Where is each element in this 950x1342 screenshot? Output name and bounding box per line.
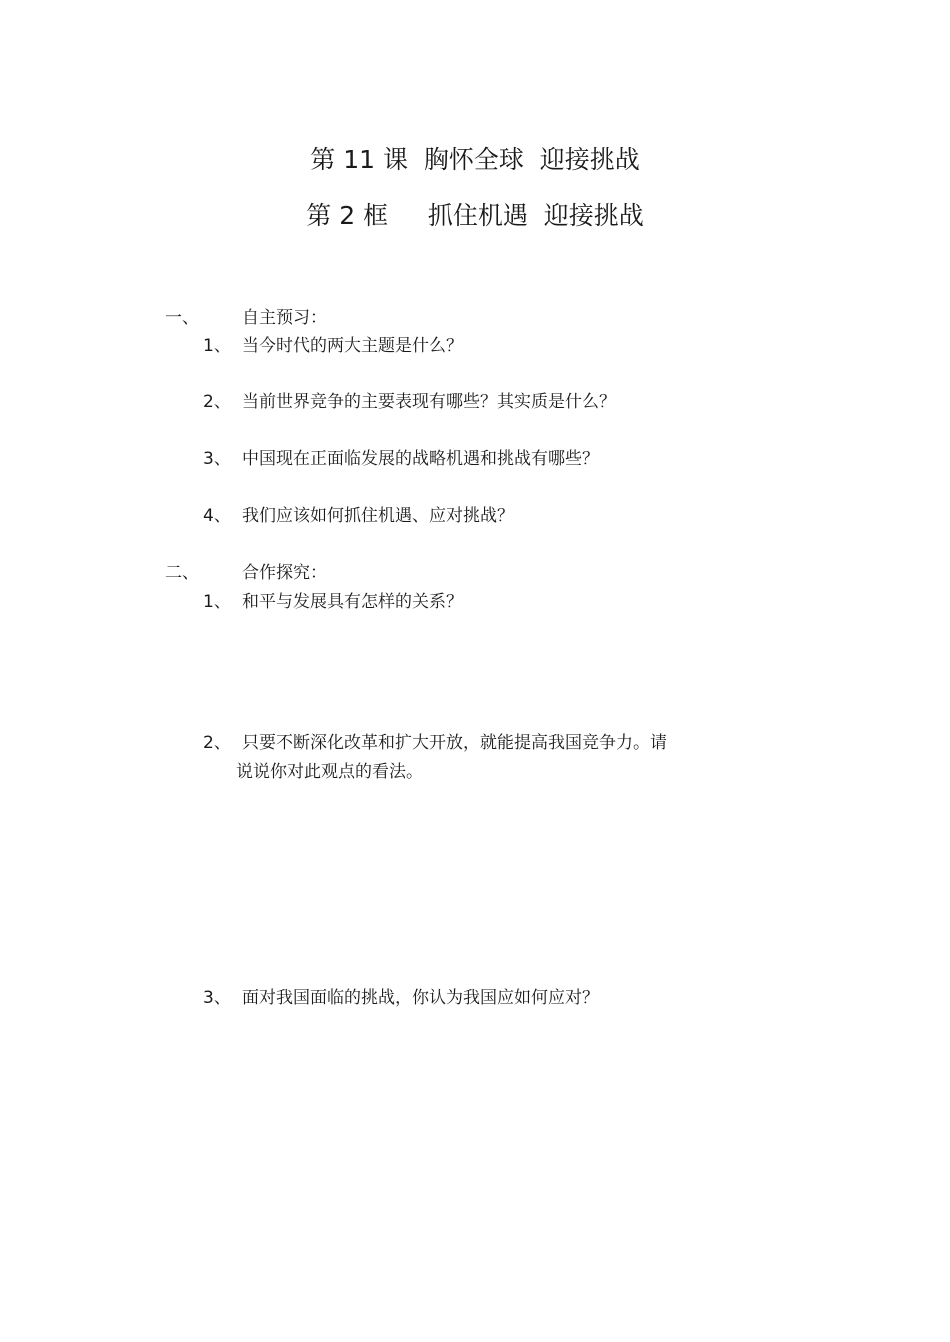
question-text: 只要不断深化改革和扩大开放，就能提高我国竞争力。请 bbox=[242, 733, 667, 753]
question-text: 面对我国面临的挑战，你认为我国应如何应对？ bbox=[242, 988, 599, 1008]
question-number: 1、 bbox=[203, 336, 231, 356]
question-number: 3、 bbox=[203, 988, 231, 1008]
section-number: 二、 bbox=[165, 563, 199, 583]
question-text: 当今时代的两大主题是什么？ bbox=[242, 336, 463, 356]
section-number: 一、 bbox=[165, 308, 199, 328]
question-number: 4、 bbox=[203, 506, 231, 526]
section-label: 合作探究： bbox=[242, 563, 327, 583]
question-text: 当前世界竞争的主要表现有哪些？其实质是什么？ bbox=[242, 392, 616, 412]
question-text: 中国现在正面临发展的战略机遇和挑战有哪些？ bbox=[242, 449, 599, 469]
question-number: 2、 bbox=[203, 733, 231, 753]
question-number: 3、 bbox=[203, 449, 231, 469]
question-text-continuation: 说说你对此观点的看法。 bbox=[236, 762, 423, 782]
frame-title: 第 2 框 抓住机遇 迎接挑战 bbox=[306, 201, 644, 230]
question-number: 2、 bbox=[203, 392, 231, 412]
lesson-title: 第 11 课 胸怀全球 迎接挑战 bbox=[310, 145, 640, 174]
question-text: 和平与发展具有怎样的关系？ bbox=[242, 592, 463, 612]
section-label: 自主预习： bbox=[242, 308, 327, 328]
question-text: 我们应该如何抓住机遇、应对挑战？ bbox=[242, 506, 514, 526]
question-number: 1、 bbox=[203, 592, 231, 612]
